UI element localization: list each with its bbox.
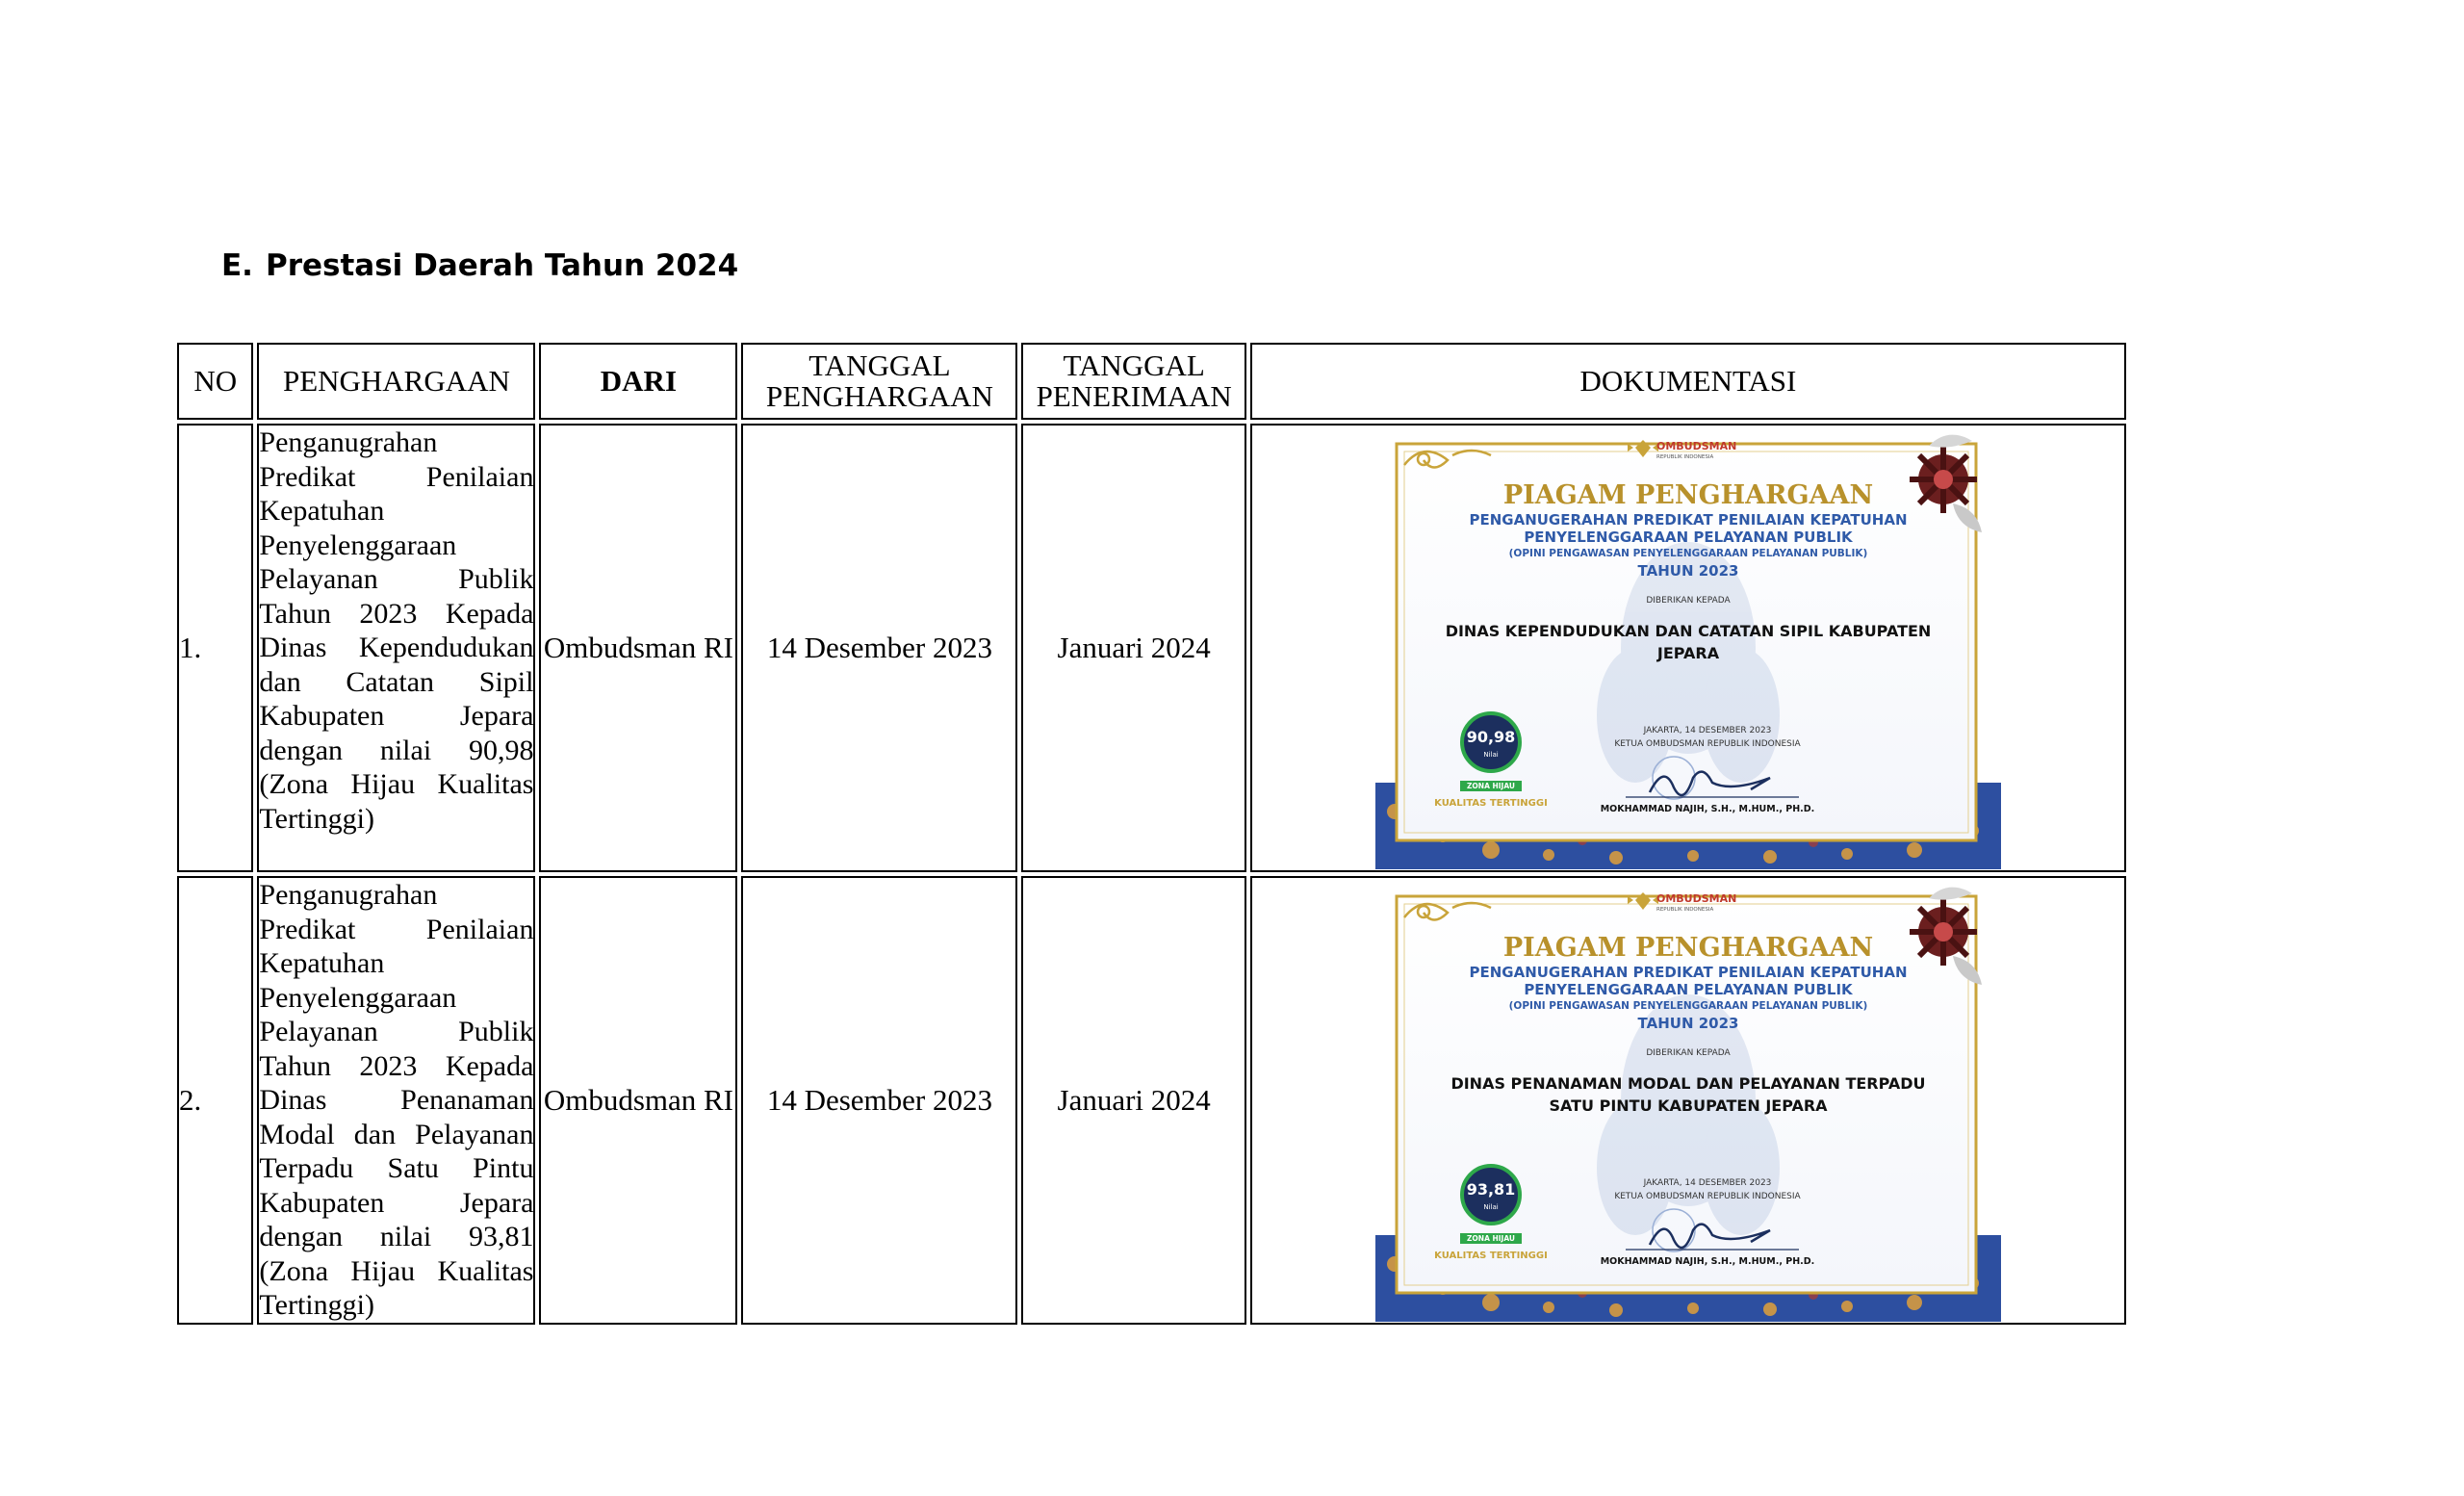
certificate-score-label: Nilai (1483, 1203, 1499, 1211)
certificate-given-to: DIBERIKAN KEPADA (1646, 1048, 1731, 1058)
certificate-quality: KUALITAS TERTINGGI (1434, 798, 1548, 809)
header-receive-date-line2: PENERIMAAN (1036, 379, 1232, 413)
receive-date: Januari 2024 (1021, 876, 1245, 1325)
certificate-given-to: DIBERIKAN KEPADA (1646, 596, 1731, 606)
certificate-signatory: MOKHAMMAD NAJIH, S.H., M.HUM., PH.D. (1600, 1256, 1815, 1267)
certificate-recipient1: DINAS KEPENDUDUKAN DAN CATATAN SIPIL KABUPATEN (1445, 622, 1932, 640)
section-title: Prestasi Daerah Tahun 2024 (266, 248, 739, 283)
row-number: 2. (177, 876, 253, 1325)
certificate-year: TAHUN 2023 (1637, 562, 1739, 580)
certificate-score-label: Nilai (1483, 751, 1499, 759)
header-receive-date (1021, 343, 1245, 420)
header-no: NO (177, 343, 253, 420)
certificate-line2: PENYELENGGARAAN PELAYANAN PUBLIK (1524, 529, 1853, 546)
certificate-score: 90,98 (1466, 728, 1516, 746)
certificate-line3: (OPINI PENGAWASAN PENYELENGGARAAN PELAYANAN PUBLIK) (1508, 1000, 1868, 1012)
header-receive-date-line1: TANGGAL (1063, 348, 1205, 382)
documentation-cell (1250, 424, 2126, 872)
certificate-year: TAHUN 2023 (1637, 1015, 1739, 1032)
row-number: 1. (177, 424, 253, 872)
header-documentation: DOKUMENTASI (1250, 343, 2126, 420)
award-from: Ombudsman RI (539, 424, 737, 872)
certificate-line1: PENGANUGERAHAN PREDIKAT PENILAIAN KEPATUHAN (1469, 511, 1908, 529)
award-description: Penganugrahan Predikat Penilaian Kepatuhan Penyelenggaraan Pelayanan Publik Tahun 2023 Kepada Dinas Kependudukan dan Catatan Sipil Kabupaten Jepara dengan nilai 90,98 (Zona Hijau Kualitas Tertinggi) (257, 424, 535, 872)
certificate-title: PIAGAM PENGHARGAAN (1502, 933, 1874, 963)
certificate-org-sub: REPUBLIK INDONESIA (1656, 454, 1714, 460)
certificate-org: OMBUDSMAN (1656, 440, 1737, 452)
certificate-title: PIAGAM PENGHARGAAN (1502, 480, 1874, 510)
certificate-org-sub: REPUBLIK INDONESIA (1656, 907, 1714, 913)
awards-table (173, 339, 2130, 1328)
award-date: 14 Desember 2023 (741, 424, 1017, 872)
table-header-row (177, 343, 2126, 420)
certificate-place-date: JAKARTA, 14 DESEMBER 2023 (1643, 1178, 1772, 1188)
certificate-zone: ZONA HIJAU (1466, 1234, 1515, 1243)
section-heading (221, 248, 738, 283)
award-date: 14 Desember 2023 (741, 876, 1017, 1325)
receive-date: Januari 2024 (1021, 424, 1245, 872)
certificate-image (1375, 426, 2001, 869)
certificate-line3: (OPINI PENGAWASAN PENYELENGGARAAN PELAYANAN PUBLIK) (1508, 548, 1868, 559)
header-award-date-line2: PENGHARGAAN (765, 379, 993, 413)
certificate-chair: KETUA OMBUDSMAN REPUBLIK INDONESIA (1614, 1192, 1801, 1201)
certificate-signatory: MOKHAMMAD NAJIH, S.H., M.HUM., PH.D. (1600, 804, 1815, 814)
header-from: DARI (539, 343, 737, 420)
table-row (177, 424, 2126, 872)
header-award-date (741, 343, 1017, 420)
certificate-line1: PENGANUGERAHAN PREDIKAT PENILAIAN KEPATUHAN (1469, 964, 1908, 981)
certificate-recipient2: JEPARA (1656, 644, 1720, 662)
certificate-quality: KUALITAS TERTINGGI (1434, 1251, 1548, 1261)
certificate-chair: KETUA OMBUDSMAN REPUBLIK INDONESIA (1614, 739, 1801, 749)
certificate-org: OMBUDSMAN (1656, 892, 1737, 905)
documentation-cell (1250, 876, 2126, 1325)
certificate-recipient2: SATU PINTU KABUPATEN JEPARA (1549, 1096, 1828, 1115)
award-from: Ombudsman RI (539, 876, 737, 1325)
certificate-zone: ZONA HIJAU (1466, 782, 1515, 790)
award-description: Penganugrahan Predikat Penilaian Kepatuhan Penyelenggaraan Pelayanan Publik Tahun 2023 Kepada Dinas Penanaman Modal dan Pelayanan Terpadu Satu Pintu Kabupaten Jepara dengan nilai 93,81 (Zona Hijau Kualitas Tertinggi) (257, 876, 535, 1325)
section-number: E. (221, 248, 253, 283)
header-award: PENGHARGAAN (257, 343, 535, 420)
table-row (177, 876, 2126, 1325)
certificate-score: 93,81 (1466, 1180, 1516, 1199)
header-award-date-line1: TANGGAL (808, 348, 951, 382)
certificate-line2: PENYELENGGARAAN PELAYANAN PUBLIK (1524, 981, 1853, 998)
certificate-recipient1: DINAS PENANAMAN MODAL DAN PELAYANAN TERPADU (1450, 1074, 1926, 1093)
certificate-place-date: JAKARTA, 14 DESEMBER 2023 (1643, 726, 1772, 735)
certificate-image (1375, 879, 2001, 1322)
